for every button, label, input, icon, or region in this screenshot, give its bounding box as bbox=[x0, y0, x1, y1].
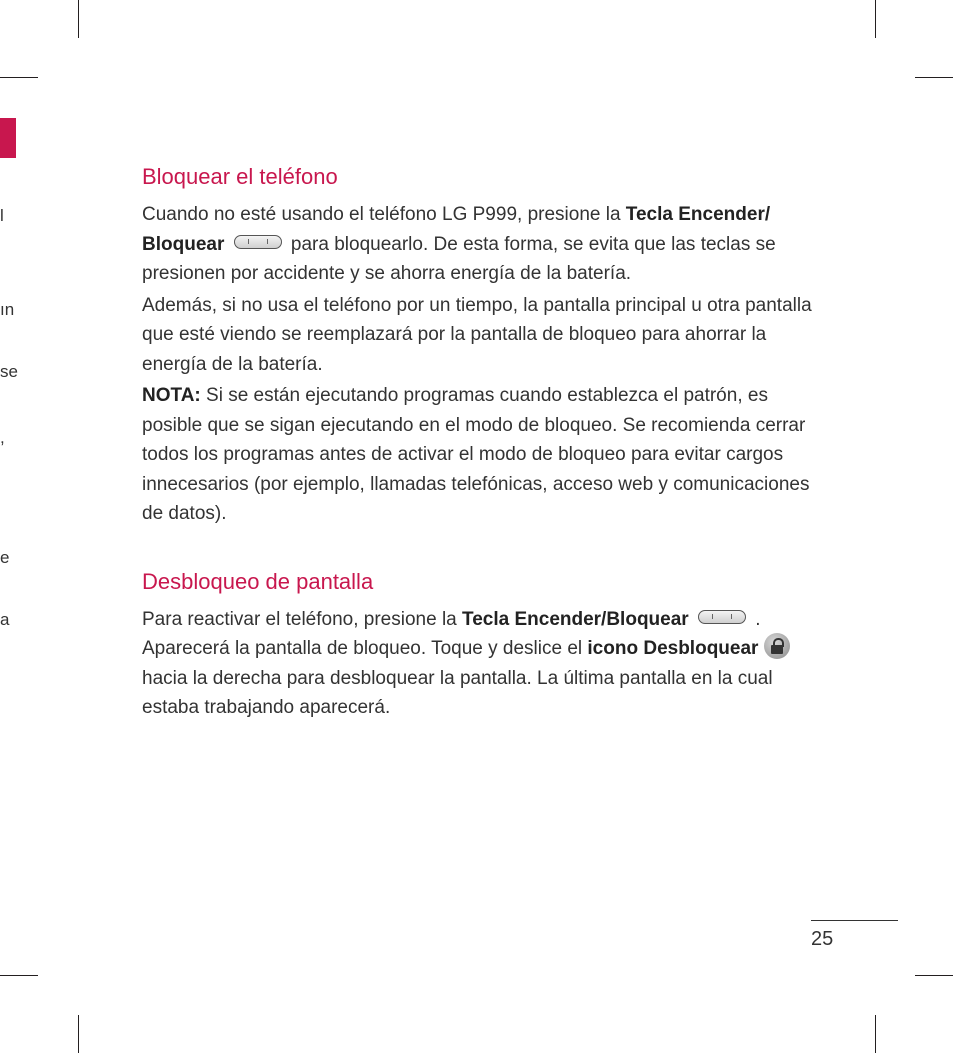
margin-fragment: , bbox=[0, 428, 5, 447]
section-lock-phone bbox=[142, 162, 832, 529]
key-name: Tecla Encender/Bloquear bbox=[462, 608, 689, 630]
crop-mark bbox=[875, 0, 876, 38]
paragraph bbox=[142, 200, 832, 289]
section-title: Desbloqueo de pantalla bbox=[142, 568, 374, 594]
page-number-rule bbox=[811, 920, 898, 921]
power-lock-key-icon bbox=[234, 235, 282, 249]
margin-fragment: se bbox=[0, 362, 18, 381]
paragraph: Además, si no usa el teléfono por un tiempo, la pantalla principal u otra pantalla que esté viendo se reemplazará por la pantalla de bloqueo para ahorrar la energía de la batería. bbox=[142, 294, 812, 375]
crop-mark bbox=[875, 1015, 876, 1053]
crop-mark bbox=[915, 975, 953, 976]
margin-fragment: a bbox=[0, 610, 10, 629]
crop-mark bbox=[915, 77, 953, 78]
chapter-tab bbox=[0, 118, 16, 158]
note-label: NOTA: bbox=[142, 385, 201, 406]
margin-fragment: e bbox=[0, 548, 10, 567]
text: hacia la derecha para desbloquear la pantalla. La última pantalla en la cual estaba trabajando aparecerá. bbox=[142, 667, 773, 718]
text: . Aparecerá la pantalla de bloqueo. Toque y deslice el bbox=[142, 608, 761, 659]
icon-name: icono Desbloquear bbox=[587, 638, 759, 659]
key-name: Tecla Encender/ Bloquear bbox=[142, 204, 771, 255]
text: para bloquearlo. De esta forma, se evita que las teclas se presionen por accidente y se ahorra energía de la batería. bbox=[142, 233, 776, 284]
margin-fragment: l bbox=[0, 206, 4, 225]
crop-mark bbox=[0, 975, 38, 976]
crop-mark bbox=[78, 0, 79, 38]
text: Para reactivar el teléfono, presione la bbox=[142, 608, 463, 630]
margin-fragment: ın bbox=[0, 300, 15, 319]
section-unlock-screen bbox=[142, 567, 832, 723]
page-number: 25 bbox=[811, 928, 834, 950]
unlock-icon bbox=[764, 633, 790, 659]
note-text: Si se están ejecutando programas cuando establezca el patrón, es posible que se sigan ejecutando en el modo de bloqueo. Se recomienda cerrar todos los programas antes de activar el modo de bloqueo para evitar cargos innecesarios (por ejemplo, llamadas telefónicas, acceso web y comunicaciones de datos). bbox=[142, 385, 810, 524]
note bbox=[142, 381, 832, 529]
power-lock-key-icon bbox=[698, 610, 746, 624]
page-content bbox=[142, 162, 832, 723]
crop-mark bbox=[0, 77, 38, 78]
crop-mark bbox=[78, 1015, 79, 1053]
text: Cuando no esté usando el teléfono LG P999, presione la bbox=[142, 204, 626, 225]
paragraph bbox=[142, 605, 832, 723]
section-title: Bloquear el teléfono bbox=[142, 164, 338, 189]
